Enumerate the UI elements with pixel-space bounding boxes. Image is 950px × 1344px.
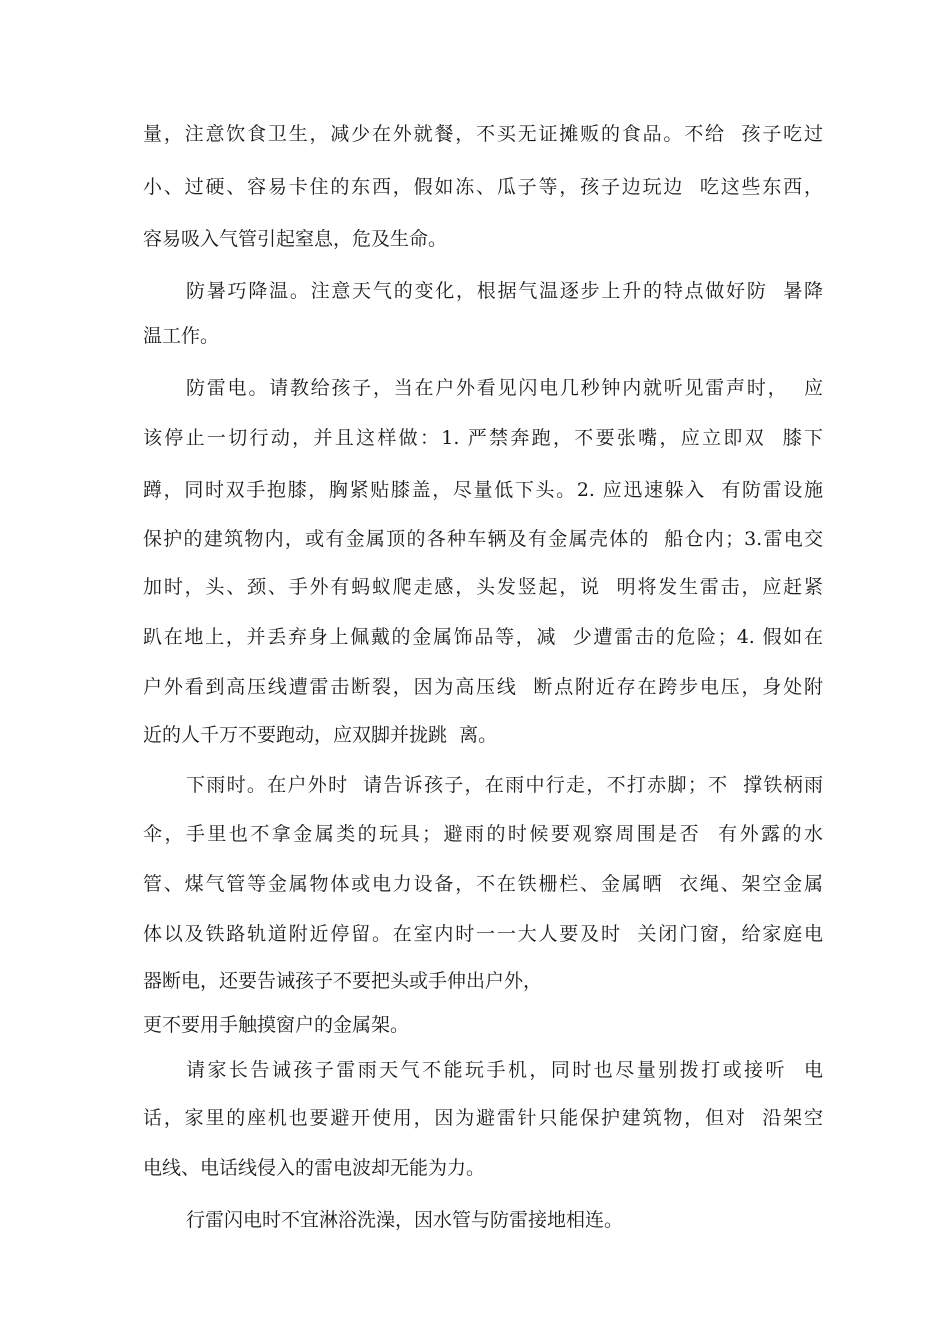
text-line: 加时，头、颈、手外有蚂蚁爬走感，头发竖起，说 明将发生雷击，应赶紧 (143, 576, 823, 598)
text-line: 户外看到高压线遭雷击断裂，因为高压线 断点附近存在跨步电压，身处附 (143, 676, 823, 698)
text-line: 伞，手里也不拿金属类的玩具；避雨的时候要观察周围是否 有外露的水 (143, 823, 823, 845)
text-line: 管、煤气管等金属物体或电力设备，不在铁栅栏、金属晒 衣绳、架空金属 (143, 873, 823, 895)
text-line: 量，注意饮食卫生，减少在外就餐，不买无证摊贩的食品。不给 孩子吃过 (143, 123, 823, 145)
paragraph-first-line: 行雷闪电时不宜淋浴洗澡，因水管与防雷接地相连。 (186, 1209, 624, 1231)
text-line: 蹲，同时双手抱膝，胸紧贴膝盖，尽量低下头。2. 应迅速躲入 有防雷设施 (143, 479, 823, 501)
paragraph-first-line: 防雷电。请教给孩子，当在户外看见闪电几秒钟内就听见雷声时， 应 (186, 377, 823, 399)
text-line: 更不要用手触摸窗户的金属架。 (143, 1014, 410, 1036)
text-line: 近的人千万不要跑动，应双脚并拢跳 离。 (143, 724, 498, 746)
text-line: 体以及铁路轨道附近停留。在室内时一一大人要及时 关闭门窗，给家庭电 (143, 923, 823, 945)
paragraph-first-line: 防暑巧降温。注意天气的变化，根据气温逐步上升的特点做好防 暑降 (186, 280, 823, 302)
text-line: 话，家里的座机也要避开使用，因为避雷针只能保护建筑物，但对 沿架空 (143, 1107, 823, 1129)
text-line: 温工作。 (143, 325, 220, 347)
text-line: 保护的建筑物内，或有金属顶的各种车辆及有金属壳体的 船仓内；3.雷电交 (143, 528, 823, 550)
text-line: 该停止一切行动，并且这样做：1. 严禁奔跑，不要张嘴，应立即双 膝下 (143, 427, 823, 449)
paragraph-first-line: 下雨时。在户外时 请告诉孩子，在雨中行走，不打赤脚；不 撑铁柄雨 (186, 774, 823, 796)
text-line: 容易吸入气管引起窒息，危及生命。 (143, 228, 448, 250)
text-line: 趴在地上，并丢弃身上佩戴的金属饰品等，减 少遭雷击的危险；4. 假如在 (143, 626, 823, 648)
text-line: 电线、电话线侵入的雷电波却无能为力。 (143, 1157, 486, 1179)
paragraph-first-line: 请家长告诫孩子雷雨天气不能玩手机，同时也尽量别拨打或接听 电 (186, 1059, 823, 1081)
text-line: 器断电，还要告诫孩子不要把头或手伸出户外， (143, 970, 543, 992)
text-line: 小、过硬、容易卡住的东西，假如冻、瓜子等，孩子边玩边 吃这些东西， (143, 176, 823, 198)
